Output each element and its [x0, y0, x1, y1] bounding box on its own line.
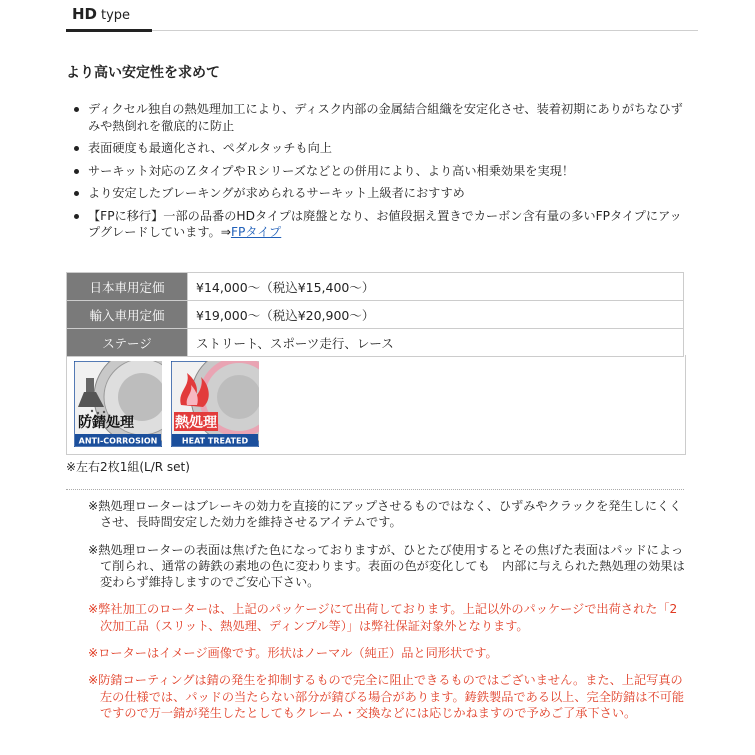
- set-note: ※左右2枚1組(L/R set): [66, 460, 190, 474]
- stage-label: ステージ: [67, 329, 188, 357]
- section-title: より高い安定性を求めて: [66, 65, 220, 81]
- feature-item: より安定したブレーキングが求められるサーキット上級者におすすめ: [70, 185, 690, 202]
- anti-corrosion-badge: [74, 361, 162, 447]
- feature-text: 【FPに移行】一部の品番のHDタイプは廃盤となり、お値段据え置きでカーボン含有量の多いFPタイプにアップグレードしています。⇒: [88, 208, 682, 239]
- type-title: HD: [72, 5, 98, 23]
- note-item: ※熱処理ローターはブレーキの効力を直接的にアップさせるものではなく、ひずみやクラックを発生しにくくさせ、長時間安定した効力を維持させるアイテムです。: [88, 499, 682, 530]
- price-label: 輸入車用定価: [67, 301, 188, 329]
- dotted-divider: [66, 489, 684, 490]
- feature-item: 表面硬度も最適化され、ペダルタッチも向上: [70, 140, 690, 157]
- tab-underline: [66, 29, 152, 32]
- price-value: ¥19,000～（税込¥20,900～）: [188, 301, 684, 329]
- warning-note: ※防錆コーティングは錆の発生を抑制するもので完全に阻止できるものではございません。また、上記写真の左の仕様では、パッドの当たらない部分が錆びる場合があります。鋳鉄製品である以上、完全防錆は不可能ですので万一錆が発生したとしてもクレーム・交換などには応じかねますので予めご了承下さい。: [88, 673, 685, 720]
- feature-item: [70, 208, 690, 241]
- tab-divider: [152, 30, 698, 31]
- heat-treated-badge-caption: HEAT TREATED: [181, 436, 249, 446]
- stage-value: ストリート、スポーツ走行、レース: [188, 329, 684, 357]
- price-table: [66, 272, 684, 357]
- heat-treated-badge: [171, 361, 259, 447]
- warning-note: ※弊社加工のローターは、上記のパッケージにて出荷しております。上記以外のパッケージで出荷された「2次加工品（スリット、熱処理、ディンプル等）」は弊社保証対象外となります。: [88, 602, 678, 633]
- type-suffix: type: [101, 8, 131, 23]
- table-row: [67, 301, 684, 329]
- fp-type-link[interactable]: FPタイプ: [230, 225, 282, 239]
- table-row: [67, 273, 684, 301]
- notes: [88, 498, 688, 732]
- type-tab: [66, 0, 131, 30]
- table-row: [67, 329, 684, 357]
- feature-list: [70, 101, 690, 247]
- feature-item: ディクセル独自の熱処理加工により、ディスク内部の金属結合組織を安定化させ、装着初期にありがちなひずみや熱倒れを徹底的に防止: [70, 101, 690, 134]
- price-value: ¥14,000～（税込¥15,400～）: [188, 273, 684, 301]
- feature-item: サーキット対応のＺタイプやＲシリーズなどとの併用により、より高い相乗効果を実現！: [70, 163, 690, 180]
- price-label: 日本車用定価: [67, 273, 188, 301]
- anti-corrosion-badge-caption: ANTI-CORROSION: [78, 436, 158, 446]
- warning-note: ※ローターはイメージ画像です。形状はノーマル（純正）品と同形状です。: [88, 646, 498, 661]
- note-item: ※熱処理ローターの表面は焦げた色になっておりますが、ひとたび使用するとその焦げた表面はパッドによって削られ、通常の鋳鉄の素地の色に変わります。表面の色が変化しても 内部に与えられた熱処理の効果は変わらず維持しますのでご安心下さい。: [88, 542, 685, 590]
- heat-treated-badge-title: 熱処理: [175, 415, 217, 431]
- anti-corrosion-badge-title: 防錆処理: [78, 415, 134, 431]
- feature-badges: [66, 355, 686, 455]
